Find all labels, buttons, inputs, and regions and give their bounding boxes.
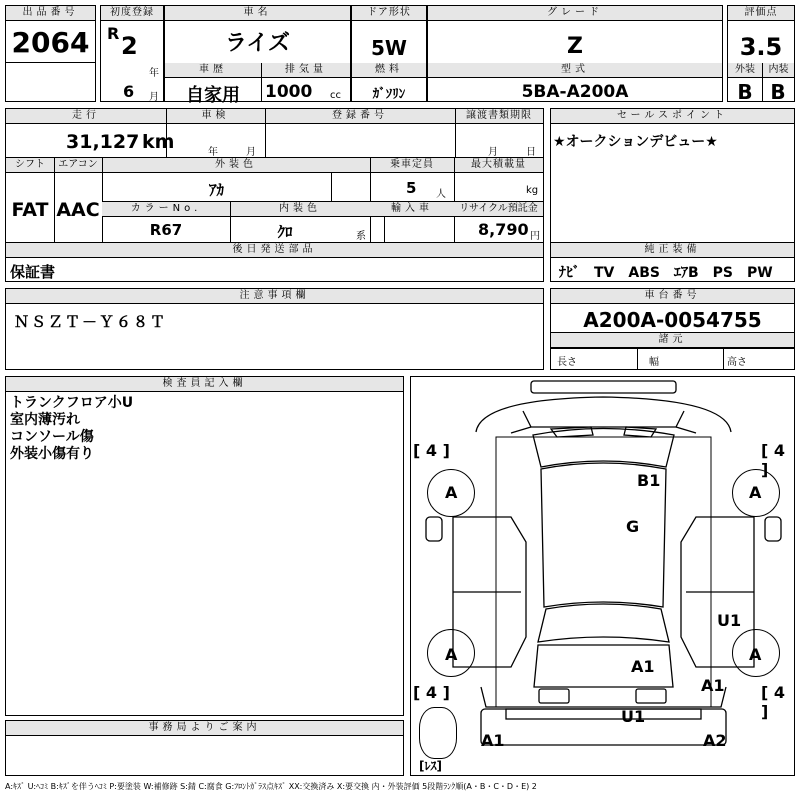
ext-grade: B xyxy=(737,80,753,104)
sales-box xyxy=(550,108,795,282)
month-unit: 月 xyxy=(149,92,159,103)
int-color-label: 内装色 xyxy=(230,202,370,217)
recycle: 8,790 xyxy=(478,220,529,239)
ac-label: エアコン xyxy=(54,158,102,173)
inspector-box xyxy=(5,376,404,716)
seats-unit: 人 xyxy=(436,189,446,200)
spare-tire-label: [ﾚｽ] xyxy=(419,759,442,773)
rear-deck-mark: A1 xyxy=(631,657,655,676)
inspector-line: トランクフロア小U xyxy=(10,395,134,411)
car-name-label: 車名 xyxy=(165,6,350,21)
seats: 5 xyxy=(406,179,417,197)
rear-bumper-right-mark: A2 xyxy=(703,731,727,750)
grade-label: グレード xyxy=(428,6,722,21)
score: 3.5 xyxy=(739,33,783,61)
lot-number: 2064 xyxy=(11,26,90,59)
mileage-unit: km xyxy=(142,131,175,153)
int-color-unit: 系 xyxy=(356,231,366,242)
caution-label: 注意事項欄 xyxy=(6,289,543,304)
insp-month-unit: 月 xyxy=(246,147,256,158)
hood-mark: B1 xyxy=(637,471,661,490)
displacement: 1000 xyxy=(265,82,313,102)
int-label: 内装 xyxy=(762,63,794,78)
era: R xyxy=(107,24,120,43)
equipment: ﾅﾋﾞ TV ABS ｴｱB PS PW xyxy=(559,265,773,281)
tire-rr: 4 xyxy=(773,683,786,702)
width-label: 幅 xyxy=(649,357,659,368)
chassis-number: A200A-0054755 xyxy=(583,308,762,332)
office-box xyxy=(5,720,404,776)
chassis-box xyxy=(550,288,795,370)
displacement-label: 排気量 xyxy=(261,63,350,78)
seats-label: 乗車定員 xyxy=(370,158,454,173)
shift: FAT xyxy=(11,199,49,221)
car-name-box xyxy=(164,5,351,106)
sales-label: セールスポイント xyxy=(551,109,794,124)
inspector-notes xyxy=(10,395,133,463)
reg-no-label: 登録番号 xyxy=(265,109,455,124)
inspector-line: 外装小傷有り xyxy=(10,446,94,462)
displacement-unit: cc xyxy=(330,90,341,101)
history-label: 車歴 xyxy=(165,63,261,78)
inspector-line: コンソール傷 xyxy=(10,429,94,445)
int-grade: B xyxy=(770,80,786,104)
grade: Z xyxy=(567,34,583,59)
later-parts-label: 後日発送部品 xyxy=(6,243,543,258)
int-color: ｸﾛ xyxy=(277,223,293,241)
equip-label: 純正装備 xyxy=(551,243,794,258)
door: 5W xyxy=(371,36,407,60)
ext-color-label: 外装色 xyxy=(102,158,370,173)
rear-bumper-mark: U1 xyxy=(621,707,646,726)
tire-fl: 4 xyxy=(425,441,438,460)
rear-right-side-mark: U1 xyxy=(717,611,742,630)
history: 自家用 xyxy=(186,85,240,106)
door-label: ドア形状 xyxy=(352,6,426,21)
year-unit: 年 xyxy=(149,68,159,79)
max-load-label: 最大積載量 xyxy=(454,158,543,173)
transfer-label: 譲渡書類期限 xyxy=(455,109,543,124)
door-box xyxy=(351,5,427,102)
mileage-label: 走行 xyxy=(6,109,166,124)
car-name: ライズ xyxy=(224,31,291,56)
import-label: 輸入車 xyxy=(370,202,454,217)
color-no-label: カラーNo. xyxy=(102,202,230,217)
inspector-label: 検査員記入欄 xyxy=(6,377,403,392)
car-outline-diagram xyxy=(411,377,796,777)
rear-corner-mark: A1 xyxy=(701,676,725,695)
later-parts: 保証書 xyxy=(10,263,56,281)
lot-label: 出品番号 xyxy=(6,6,95,21)
inspector-line: 室内薄汚れ xyxy=(10,412,80,428)
rear-bumper-left-mark: A1 xyxy=(481,731,505,750)
chassis-label: 車台番号 xyxy=(551,289,794,304)
inspection-label: 車検 xyxy=(166,109,265,124)
wheel-fr-mark: A xyxy=(749,483,762,502)
recycle-unit: 円 xyxy=(530,231,540,242)
wheel-rl-mark: A xyxy=(445,645,458,664)
first-reg-box xyxy=(100,5,164,102)
model: 5BA-A200A xyxy=(521,82,629,102)
grade-box xyxy=(427,5,723,102)
wheel-fl-mark: A xyxy=(445,483,458,502)
max-load-unit: kg xyxy=(526,185,539,196)
tire-fr: 4 xyxy=(773,441,786,460)
windshield-mark: G xyxy=(626,517,640,536)
score-box xyxy=(727,5,795,102)
model-label: 型式 xyxy=(428,63,722,78)
shift-label: シフト xyxy=(6,158,54,173)
recycle-label: リサイクル預託金 xyxy=(454,202,543,217)
caution-text: ＮＳＺＴ－Ｙ６８Ｔ xyxy=(14,313,168,331)
reg-month: 6 xyxy=(123,82,135,101)
height-label: 高さ xyxy=(727,357,747,368)
lot-box xyxy=(5,5,96,102)
sales-point: ★オークションデビュー★ xyxy=(553,134,718,150)
legend: A:ｷｽﾞ U:ﾍｺﾐ B:ｷｽﾞを伴うﾍｺﾐ P:要塗装 W:補修跡 S:錆 C:腐食 G:ﾌﾛﾝﾄｶﾞﾗｽ点ｷｽﾞ XX:交換済み X:要交換 内・外装評価 5段階ﾗﾝｸ順(A・B・C・D・E) 2 xyxy=(5,782,537,791)
transfer-month-unit: 月 xyxy=(488,147,498,158)
length-label: 長さ xyxy=(557,357,577,368)
ext-color: ｱｶ xyxy=(208,181,224,199)
first-reg-label: 初度登録 xyxy=(101,6,163,21)
fuel-label: 燃料 xyxy=(352,63,426,78)
ext-label: 外装 xyxy=(728,63,762,78)
caution-box xyxy=(5,288,544,370)
spec-label: 諸元 xyxy=(551,333,794,348)
mileage: 31,127 xyxy=(66,131,140,153)
fuel: ｶﾞｿﾘﾝ xyxy=(372,87,406,102)
office-label: 事務局よりご案内 xyxy=(6,721,403,736)
details-box xyxy=(5,108,544,282)
color-no: R67 xyxy=(149,221,183,239)
transfer-day-unit: 日 xyxy=(526,147,536,158)
reg-year: 2 xyxy=(121,32,138,60)
score-label: 評価点 xyxy=(728,6,794,21)
tire-rl: 4 xyxy=(425,683,438,702)
insp-year-unit: 年 xyxy=(208,147,218,158)
wheel-rr-mark: A xyxy=(749,645,762,664)
car-diagram: A A A A [ 4 ] [ 4 ] [ 4 ] [ 4 ] B1 G U1 A1 A1 U1 A1 A2 [ﾚｽ] xyxy=(410,376,795,776)
ac: AAC xyxy=(56,199,100,221)
